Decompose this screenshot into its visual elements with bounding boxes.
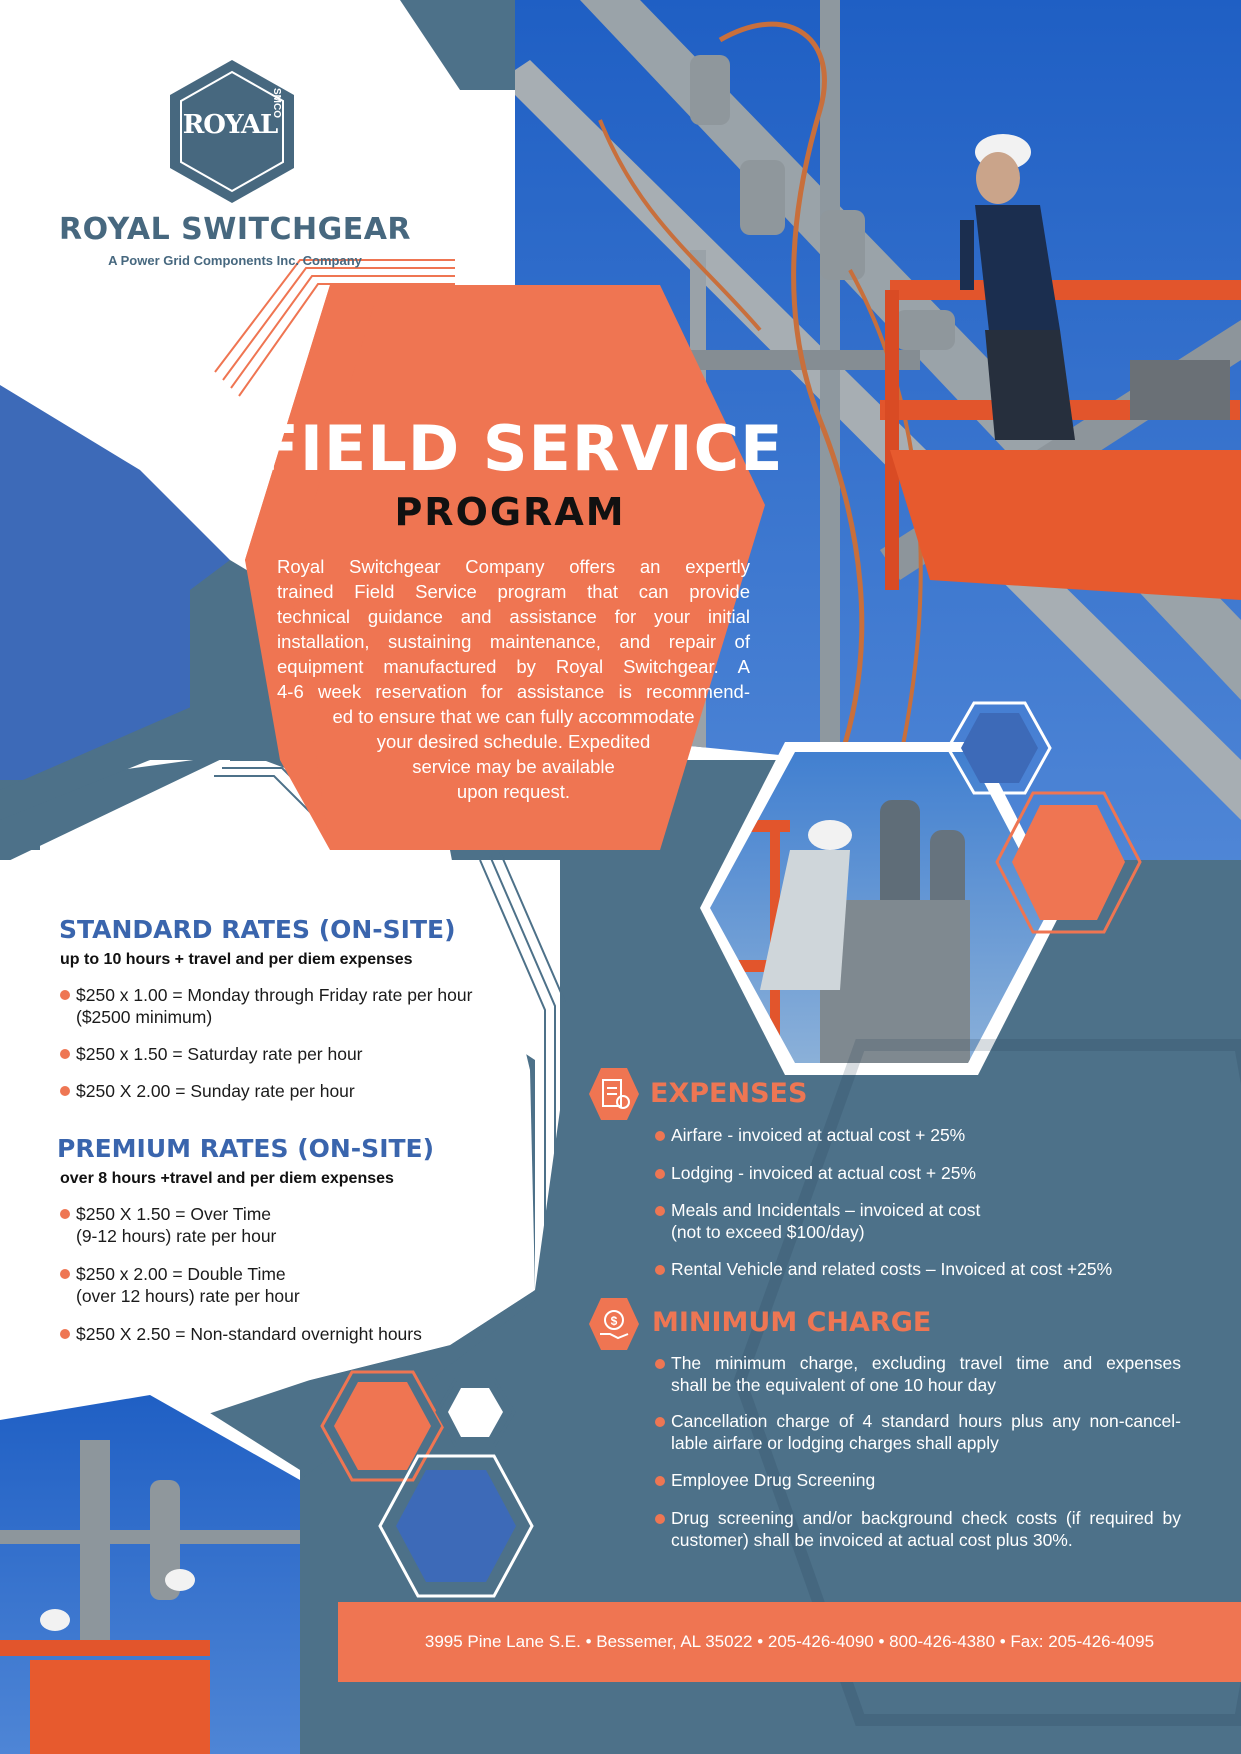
item-line: $250 x 2.00 = Double Time <box>76 1264 286 1284</box>
list-item <box>671 1507 1181 1551</box>
list-item <box>76 1043 506 1065</box>
bullet-dot <box>655 1206 665 1216</box>
item-line: Drug screening and/or background check costs (if required by <box>671 1508 1181 1528</box>
item-line: (not to exceed $100/day) <box>671 1222 865 1242</box>
item-line: $250 X 2.00 = Sunday rate per hour <box>76 1081 355 1101</box>
hero-body-line: technical guidance and assistance for your initial <box>277 606 750 627</box>
hero-body-line: equipment manufactured by Royal Switchgear. A <box>277 656 750 677</box>
item-line: (9-12 hours) rate per hour <box>76 1226 277 1246</box>
standard-rates-subtitle: up to 10 hours + travel and per diem expenses <box>60 951 413 968</box>
hero-body-line: 4-6 week reservation for assistance is recommend- <box>277 681 750 702</box>
list-item <box>671 1410 1181 1454</box>
footer-contact: 3995 Pine Lane S.E. • Bessemer, AL 35022 • 205-426-4090 • 800-426-4380 • Fax: 205-426-4095 <box>424 1632 1155 1651</box>
list-item <box>76 1080 506 1102</box>
brand-name: ROYAL SWITCHGEAR <box>58 212 412 247</box>
list-item <box>76 1263 476 1307</box>
list-item <box>671 1162 1211 1184</box>
list-item <box>671 1124 1211 1146</box>
item-line: $250 X 2.50 = Non-standard overnight hours <box>76 1324 422 1344</box>
invoice-icon <box>588 1066 640 1122</box>
item-line: $250 x 1.50 = Saturday rate per hour <box>76 1044 363 1064</box>
item-line: Lodging - invoiced at actual cost + 25% <box>671 1163 976 1183</box>
item-line: Meals and Incidentals – invoiced at cost <box>671 1200 981 1220</box>
bullet-dot <box>655 1169 665 1179</box>
standard-rates-title: STANDARD RATES (ON-SITE) <box>59 915 456 944</box>
list-item <box>671 1352 1181 1396</box>
minimum-charge-title: MINIMUM CHARGE <box>652 1307 932 1338</box>
list-item <box>76 1203 476 1247</box>
item-line: lable airfare or lodging charges shall apply <box>671 1433 999 1453</box>
hero-subtitle: PROGRAM <box>394 490 626 534</box>
item-line: ($2500 minimum) <box>76 1007 213 1027</box>
bullet-dot <box>60 990 70 1000</box>
list-item <box>76 1323 496 1345</box>
list-item <box>671 1258 1211 1280</box>
item-line: (over 12 hours) rate per hour <box>76 1286 300 1306</box>
hero-body-line: ed to ensure that we can fully accommodate <box>332 706 695 727</box>
bullet-dot <box>655 1359 665 1369</box>
item-line: Cancellation charge of 4 standard hours plus any non-cancel- <box>671 1411 1181 1431</box>
list-item <box>671 1199 1211 1243</box>
item-line: Employee Drug Screening <box>671 1470 876 1490</box>
bullet-dot <box>60 1329 70 1339</box>
hero-body-line: Royal Switchgear Company offers an expertly <box>277 556 750 577</box>
hero-body-line: trained Field Service program that can provide <box>277 581 750 602</box>
brand-tagline: A Power Grid Components Inc. Company <box>108 253 362 268</box>
bullet-dot <box>655 1514 665 1524</box>
item-line: $250 X 1.50 = Over Time <box>76 1204 272 1224</box>
bullet-dot <box>655 1476 665 1486</box>
bullet-dot <box>655 1131 665 1141</box>
item-line: The minimum charge, excluding travel time and expenses <box>671 1353 1181 1373</box>
hero-title: FIELD SERVICE <box>256 412 784 485</box>
item-line: Airfare - invoiced at actual cost + 25% <box>671 1125 966 1145</box>
logo-tag: SMCO <box>271 88 282 118</box>
bullet-dot <box>655 1265 665 1275</box>
item-line: customer) shall be invoiced at actual cost plus 30%. <box>671 1530 1073 1550</box>
money-hand-icon <box>588 1296 640 1352</box>
bullet-dot <box>60 1269 70 1279</box>
list-item <box>671 1469 1181 1491</box>
item-line: $250 x 1.00 = Monday through Friday rate per hour <box>76 985 473 1005</box>
expenses-title: EXPENSES <box>650 1078 808 1109</box>
bullet-dot <box>60 1209 70 1219</box>
premium-rates-subtitle: over 8 hours +travel and per diem expenses <box>60 1170 394 1187</box>
hero-body-line: your desired schedule. Expedited <box>376 731 651 752</box>
bullet-dot <box>60 1049 70 1059</box>
hero-body-line: installation, sustaining maintenance, and repair of <box>277 631 750 652</box>
logo-letters: ROYAL <box>182 110 278 140</box>
item-line: Rental Vehicle and related costs – Invoiced at cost +25% <box>671 1259 1113 1279</box>
list-item <box>76 984 506 1028</box>
bullet-dot <box>655 1417 665 1427</box>
hero-body-line: upon request. <box>456 781 571 802</box>
hero-body-line: service may be available <box>412 756 615 777</box>
item-line: shall be the equivalent of one 10 hour day <box>671 1375 996 1395</box>
svg-text:$: $ <box>610 1314 618 1328</box>
bullet-dot <box>60 1086 70 1096</box>
premium-rates-title: PREMIUM RATES (ON-SITE) <box>57 1134 435 1163</box>
